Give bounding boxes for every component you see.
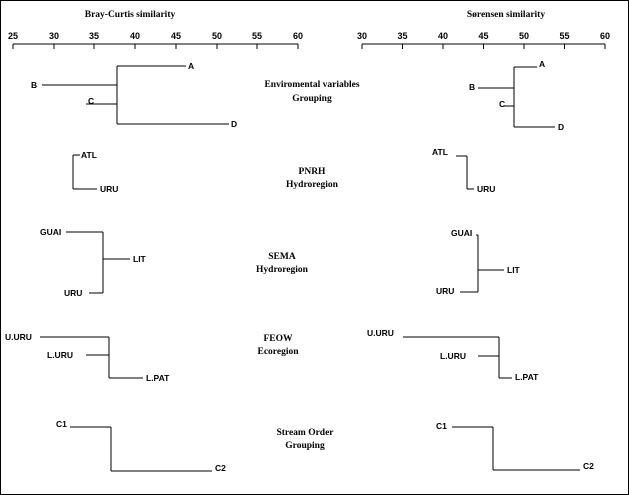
panel-title: Enviromental variables [264,80,360,90]
dendrogram-branches [452,427,580,470]
panel-title: PNRH [298,167,326,177]
panel-title: Stream Order [276,428,334,438]
leaf-label: U.URU [5,332,32,342]
right-axis-ticks [362,44,605,49]
leaf-label: B [469,82,476,92]
dendrogram-branches [66,232,130,293]
left-tick-label: 60 [292,31,304,41]
left-tick-label: 30 [48,31,60,41]
leaf-label: URU [477,184,496,194]
leaf-label: URU [100,184,119,194]
leaf-label: A [188,61,195,71]
leaf-label: C [88,96,95,106]
dendrogram-branches [70,427,212,471]
leaf-label: L.URU [440,351,466,361]
figure-border [1,1,629,495]
dendrogram-feow-left [5,332,170,383]
leaf-label: ATL [432,147,448,157]
leaf-label: L.PAT [515,372,539,382]
left-tick-label: 35 [88,31,100,41]
left-axis-tick-labels [8,31,303,41]
dendrogram-feow-right [367,328,539,382]
right-tick-label: 60 [599,31,611,41]
panel-subtitle: Ecoregion [257,347,299,357]
left-tick-label: 25 [7,31,19,41]
leaf-label: LIT [507,265,520,275]
leaf-label: URU [64,288,83,298]
leaf-label: C1 [56,419,67,429]
dendrogram-pnrh-left [73,150,118,194]
right-tick-label: 50 [518,31,530,41]
panel-subtitle: Grouping [292,94,332,104]
leaf-label: D [558,122,565,132]
leaf-label: LIT [133,254,146,264]
dendrogram-sema-left [40,227,147,298]
leaf-label: L.URU [47,350,73,360]
left-tick-label: 50 [211,31,223,41]
leaf-label: C2 [215,463,226,473]
dendrogram-branches [478,67,555,127]
leaf-label: URU [436,286,455,296]
dendrogram-branches [73,155,97,189]
leaf-label: C [499,99,506,109]
leaf-label: A [539,59,546,69]
leaf-label: C1 [436,421,447,431]
left-tick-label: 45 [170,31,182,41]
panel-title: FEOW [263,334,293,344]
leaf-label: GUAI [40,227,62,237]
dendrogram-stream-right [436,421,594,471]
dendrogram-pnrh-right [432,147,495,194]
panel-subtitle: Grouping [285,441,325,451]
right-axis-tick-labels [357,31,610,41]
dendrogram-env-right [469,59,564,132]
panel-title: SEMA [268,252,296,262]
panel-subtitle: Hydroregion [256,265,308,275]
dendrogram-branches [460,235,504,292]
dendrogram-sema-right [436,228,521,296]
leaf-label: B [31,80,38,90]
right-tick-label: 35 [397,31,408,41]
right-tick-label: 45 [478,31,489,41]
leaf-label: C2 [583,461,594,471]
dendrogram-branches [456,156,474,189]
left-tick-label: 55 [251,31,263,41]
left-axis-ticks [13,44,298,49]
right-tick-label: 55 [559,31,570,41]
leaf-label: GUAI [451,228,473,238]
leaf-label: ATL [81,150,97,160]
leaf-label: L.PAT [146,373,170,383]
right-axis-title: Sørensen similarity [466,10,546,20]
leaf-label: U.URU [367,328,394,338]
dendrogram-stream-left [56,419,226,473]
left-axis-title: Bray-Curtis similarity [84,10,176,20]
dendrogram-branches [42,66,229,124]
dendrogram-env-left [31,61,237,129]
leaf-label: D [231,119,238,129]
panel-subtitle: Hydroregion [286,180,338,190]
right-tick-label: 30 [356,31,368,41]
left-tick-label: 40 [129,31,141,41]
right-tick-label: 40 [437,31,449,41]
